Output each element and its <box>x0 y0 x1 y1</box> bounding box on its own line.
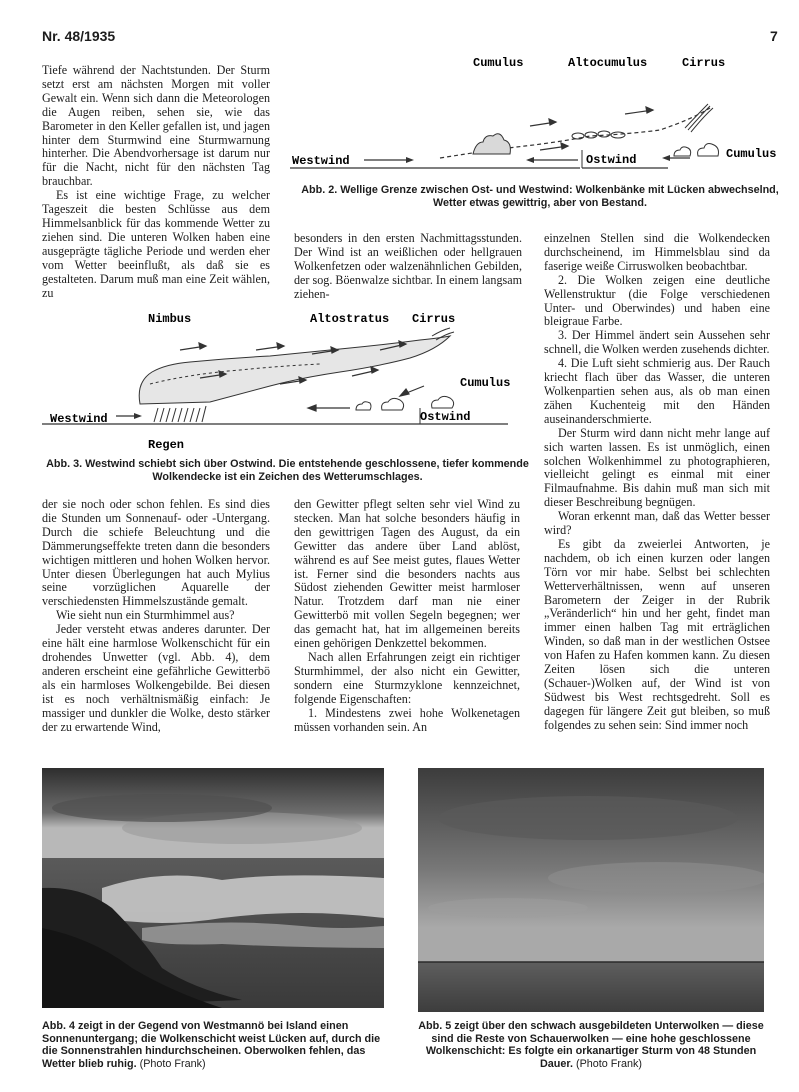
figure-3-caption-lead: Abb. 3. <box>46 458 83 470</box>
label-cirrus: Cirrus <box>682 56 726 70</box>
figure-3-caption <box>40 458 535 483</box>
small-cumulus-icon <box>698 144 719 156</box>
label-cirrus: Cirrus <box>412 312 456 326</box>
paragraph: 2. Die Wolken zeigen eine deutliche Wellenstruktur (die Folge verschiedenen Unter- und Oberwindes) und haben eine bleigraue Farbe. <box>544 272 770 329</box>
label-ostwind: Ostwind <box>586 153 637 167</box>
label-cumulus-top: Cumulus <box>473 56 524 70</box>
paragraph: 1. Mindestens zwei hohe Wolkenetagen müssen vorhanden sein. An <box>294 705 520 734</box>
figure-3-caption-text: Westwind schiebt sich über Ostwind. Die entstehende geschlossene, tiefer kommende Wolkendecke ist ein Zeichen des Wetterumschlages. <box>85 458 529 483</box>
small-cumulus-icon <box>356 396 454 410</box>
photo-left-caption-text: Abb. 4 zeigt in der Gegend von Westmannö bei Island einen Sonnenuntergang; die Wolkenschicht weist Lücken auf, durch die die Sonnenstrahlen hindurchscheinen. Oberwolken fehlen, das Wetter blieb ruhig. <box>42 1020 381 1070</box>
page-number: 7 <box>770 28 778 44</box>
subheading: Woran erkennt man, daß das Wetter besser wird? <box>544 509 770 538</box>
paragraph: Jeder versteht etwas anderes darunter. Der eine hält eine harmlose Wolkenschicht für ein drohendes Unwetter (vgl. Abb. 4), dem anderen erscheint eine gefährliche Gewitterbö als ein harmloses Wolkengebilde. Bei diesen ist es noch verhältnismäßig einfach: Je massiger und dunkler die Wolke, desto stärker der zu erwartende Wind, <box>42 622 270 734</box>
paragraph: besonders in den ersten Nachmittagsstunden. Der Wind ist an weißlichen oder hellgrauen Wolkenfetzen oder walzenähnlichen Gebilden, der sog. Böenwalze sichtbar. In einem langsam ziehen- <box>294 231 522 301</box>
label-ostwind: Ostwind <box>420 410 471 424</box>
figure-2-caption-lead: Abb. 2. <box>301 184 338 196</box>
paragraph: Es ist eine wichtige Frage, zu welcher Tageszeit die besten Schlüsse aus dem Himmelsanblick für das kommende Wetter zu ziehen sind. Die unteren Wolken haben eine ausgeprägte tägliche Periode und werden eher vom Wetter beeinflußt, als daß sie es gestalteten. Darum muß man eine Zeit wählen, zu <box>42 188 270 300</box>
figure-2-diagram <box>290 50 790 182</box>
photo-right-caption <box>418 1020 764 1070</box>
westwind-arrow-head <box>406 157 414 163</box>
paragraph: 3. Der Himmel ändert sein Aussehen sehr schnell, die Wolken werden zusehends dichter. <box>544 328 770 357</box>
label-regen: Regen <box>148 438 185 452</box>
figure-3-diagram <box>40 308 535 456</box>
column-mid-bottom <box>294 498 520 734</box>
ostwind-arrows <box>308 386 424 411</box>
column-left-top <box>42 64 270 300</box>
photo-westmanno-sunset <box>42 768 384 1008</box>
cumulus-cloud-icon <box>473 134 510 154</box>
label-westwind: Westwind <box>50 412 108 426</box>
paragraph: Der Sturm wird dann nicht mehr lange auf sich warten lassen. Es ist unmöglich, einen solchen Wolkenhimmel zu photographieren, vielleicht gelingt es einmal mit einer Filmaufnahme. Bis dahin muß man sich mit dieser Beschreibung begnügen. <box>544 425 770 510</box>
photo-left-caption <box>42 1020 384 1070</box>
figure-2-caption-text: Wellige Grenze zwischen Ost- und Westwind: Wolkenbänke mit Lücken abwechselnd, Wetter etwas gewittrig, aber von Bestand. <box>340 184 779 209</box>
label-cumulus: Cumulus <box>460 376 511 390</box>
paragraph: Nach allen Erfahrungen zeigt ein richtiger Sturmhimmel, der also nicht ein Gewitter, sondern eine Sturmzyklone kennzeichnet, folgende Eigenschaften: <box>294 649 520 706</box>
label-nimbus: Nimbus <box>148 312 192 326</box>
ostwind-arrow-right-head <box>662 155 670 161</box>
rain-icon <box>154 406 206 422</box>
upper-wind-arrows <box>530 107 653 150</box>
label-altostratus: Altostratus <box>310 312 390 326</box>
figure-2-caption <box>295 184 785 209</box>
paragraph: 4. Die Luft sieht schmierig aus. Der Rauch kriecht flach über das Wasser, die unteren Wolkenpartien sehen aus, als ob man einen zähen Kuchenteig mit den Händen auseinanderschmierte. <box>544 356 770 426</box>
photo-overcast-sea <box>418 768 764 1012</box>
subheading: Wie sieht nun ein Sturmhimmel aus? <box>56 608 235 623</box>
column-mid-top <box>294 232 522 302</box>
paragraph: den Gewitter pflegt selten sehr viel Wind zu stecken. Man hat solche besonders häufig in den gewittrigen Tagen des August, da ein Gewitter das andere über Land ablöst, während es auf See meist gutes, flaues Wetter ist. Ferner sind die besonders nachts aus Südost ziehenden Gewitter meist harmloser Natur. Trotzdem darf man nie einer Gewitterbö mit vollen Segeln begegnen; wer das gemacht hat, hat im allgemeinen bereits einen gehörigen Denkzettel bekommen. <box>294 497 520 651</box>
paragraph: der sie noch oder schon fehlen. Es sind dies die Stunden um Sonnenauf- oder -Untergang. Durch die schiefe Beleuchtung und die Dämmerungseffekte treten dann die besonders wichtigen mittleren und hohen Wolken hervor. Unter diesen Überlegungen hat auch Mylius seine vorzüglichen Aquarelle der verschiedensten Himmelszustände gemalt. <box>42 497 270 609</box>
issue-number: Nr. 48/1935 <box>42 28 116 44</box>
photo-right-credit: (Photo Frank) <box>576 1057 643 1070</box>
photo-right-caption-text: Abb. 5 zeigt über den schwach ausgebildeten Unterwolken — diese sind die Reste von Schauerwolken — eine hohe geschlossene Wolkenschicht: Es folgte ein orkanartiger Sturm von 48 Stunden Dauer. <box>418 1020 764 1070</box>
paragraph: Es gibt da zweierlei Antworten, je nachdem, ob ich einen kurzen oder langen Törn vor mir habe. Selbst bei schlechten Wetterverhältnissen, wenn auf unseren Barometern der Zeiger in der Rubrik „Veränderlich“ hin und her geht, findet man immer einen halben Tag mit erträglichen Winden, so daß man in der westlichen Ostsee von Hafen zu Hafen kommen kann. Zu diesen Zeiten lösen sich die unteren (Schauer-)Wolken auf, der Wind ist von Südwest bis West rechtsgedreht. Soll es dagegen für längere Zeit gut bleiben, so muß folgendes zu sehen sein: Sind immer noch <box>544 536 770 732</box>
ostwind-arrow-left-head <box>526 157 534 163</box>
label-altocumulus: Altocumulus <box>568 56 648 70</box>
westwind-arrow-head <box>134 413 142 419</box>
column-right <box>544 232 770 733</box>
paragraph: einzelnen Stellen sind die Wolkendecken durchscheinend, im Himmelsblau sind da faserige weiße Cirruswolken beobachtbar. <box>544 231 770 273</box>
label-cumulus-right: Cumulus <box>726 147 777 161</box>
column-left-bottom <box>42 498 270 734</box>
photo-left-credit: (Photo Frank) <box>139 1057 206 1070</box>
label-westwind: Westwind <box>292 154 350 168</box>
small-cumulus-icon <box>674 147 691 156</box>
paragraph: Tiefe während der Nachtstunden. Der Sturm setzt erst am nächsten Morgen mit voller Gewalt ein. Wenn sich dann die Meteorologen die Augen reiben, sehen sie, wie das Barometer in den Keller gefallen ist, und jagen hinter dem Sturmwind eine Sturmwarnung hinterher. Die Abendvorhersage ist darum nur für die Nacht, nicht für den nächsten Tag brauchbar. <box>42 63 270 189</box>
